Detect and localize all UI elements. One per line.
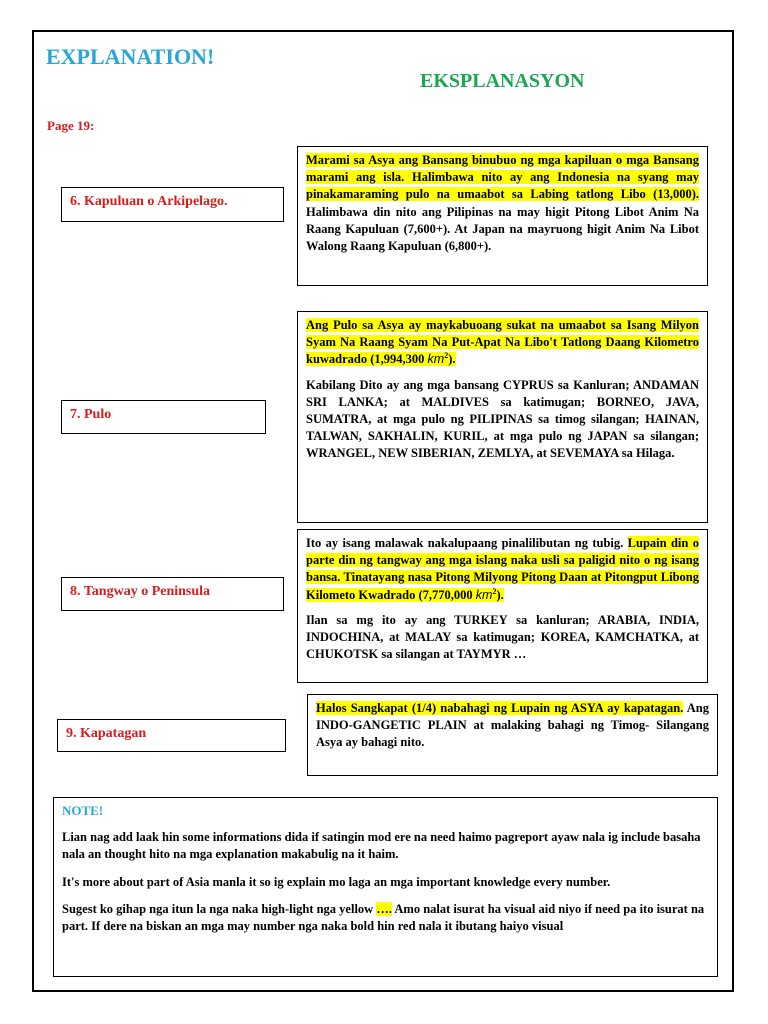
- explanation-paragraph: [316, 700, 709, 752]
- highlighted-text: Halos Sangkapat (1/4) nabahagi ng Lupain ng ASYA ay kapatagan.: [316, 701, 684, 715]
- highlighted-ellipsis: ….: [376, 901, 392, 916]
- page-label: Page 19:: [47, 118, 95, 133]
- highlighted-text-body: Ang Pulo sa Asya ay maykabuoang sukat na umaabot sa Isang Milyon Syam Na Raang Syam Na Put-Apat Na Libo't Tatlong Daang Kilometro kuwadrado (1,994,300: [306, 318, 699, 367]
- explanation-paragraph-2: Kabilang Dito ay ang mga bansang CYPRUS sa Kanluran; ANDAMAN SRI LANKA; at MALDIVES sa katimugan; BORNEO, JAVA, SUMATRA, at mga pulo ng PILIPINAS sa timog silangan; HAINAN, TALWAN, SAKHALIN, KURIL, at mga pulo ng JAPAN sa silangan; WRANGEL, NEW SIBERIAN, ZEMLYA, at SEVEMAYA sa Hilaga.: [306, 377, 699, 461]
- highlighted-text-close: ).: [496, 587, 504, 602]
- explanation-text: Halimbawa din nito ang Pilipinas na may higit Pitong Libot Anim Na Raang Kapuluan (7,600+). At Japan na mayruong higit Anim Na Libot Walong Raang Kapuluan (6,800+).: [306, 204, 699, 254]
- explanation-paragraph: [306, 535, 699, 604]
- explanation-kapatagan: [307, 694, 718, 776]
- explanation-kapuluan: [297, 146, 708, 286]
- explanation-intro: Ito ay isang malawak nakalupaang pinalilibutan ng tubig.: [306, 536, 628, 550]
- note-text: Sugest ko gihap nga itun la nga naka high-light nga yellow: [62, 901, 377, 916]
- explanation-paragraph: [306, 152, 699, 255]
- note-title: NOTE!: [62, 803, 104, 818]
- note-paragraph-2: It's more about part of Asia manla it so ig explain mo laga an mga important knowledge every number.: [62, 874, 611, 889]
- term-pulo: 7. Pulo: [61, 400, 266, 434]
- unit-km: km: [427, 352, 445, 367]
- unit-exponent: 2: [492, 586, 497, 596]
- highlighted-text-close: ).: [448, 352, 456, 367]
- note-paragraph-1: Lian nag add laak hin some informations dida if satingin mod ere na need haimo pagreport ayaw nala ig include basaha nala an thought hito na mga explanation makabulig na it haim.: [62, 830, 701, 862]
- term-kapuluan: 6. Kapuluan o Arkipelago.: [61, 187, 284, 222]
- explanation-text: Ang INDO-GANGETIC PLAIN at malaking bahagi ng Timog- Silangang Asya ay bahagi nito.: [316, 701, 709, 750]
- explanation-paragraph: [306, 317, 699, 369]
- highlighted-text-body: Lupain din o parte din ng tangway ang mga islang naka usli sa paligid nito o ng isang bansa. Tinatayang nasa Pitong Milyong Pitong Daan at Pitongput Libong Kilometo Kwadrado (7,770,000: [306, 536, 699, 602]
- note-paragraph-3: [62, 901, 709, 935]
- term-tangway: 8. Tangway o Peninsula: [61, 577, 284, 611]
- explanation-paragraph-2: Ilan sa mg ito ay ang TURKEY sa kanluran; ARABIA, INDIA, INDOCHINA, at MALAY sa katimugan; KOREA, KAMCHATKA, at CHUKOTSK sa silangan at TAYMYR …: [306, 612, 699, 662]
- explanation-tangway: [297, 529, 708, 683]
- unit-exponent: 2: [444, 351, 449, 361]
- term-kapatagan: 9. Kapatagan: [57, 719, 286, 752]
- explanation-pulo: [297, 311, 708, 523]
- note-box: [53, 797, 718, 977]
- title-english: EXPLANATION!: [46, 44, 215, 69]
- unit-km: km: [475, 587, 493, 602]
- title-tagalog: EKSPLANASYON: [420, 70, 585, 92]
- note-text: Amo nalat isurat ha visual aid niyo if need pa ito isurat na part. If dere na biskan an mga may number nga naka bold hin red nala it ibutang haiyo visual: [62, 901, 705, 934]
- highlighted-text: Marami sa Asya ang Bansang binubuo ng mga kapiluan o mga Bansang marami ang isla. Halimbawa nito ay ang Indonesia na syang may pinakamaraming pulo na umaabot sa Labing tatlong Libo (13,000).: [306, 153, 699, 202]
- highlighted-text: [306, 318, 699, 366]
